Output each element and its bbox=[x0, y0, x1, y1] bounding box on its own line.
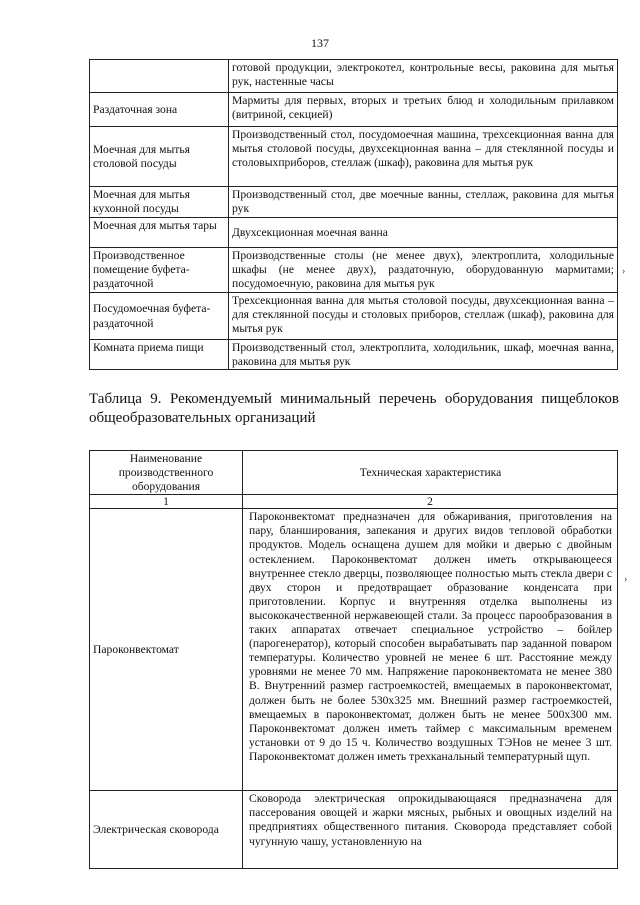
scan-artifact-mark: › bbox=[624, 574, 628, 585]
equipment-description-cell: Мармиты для первых, вторых и третьих блюд и холодильным прилавком (витриной, секцией) bbox=[229, 93, 618, 127]
room-name-cell: Моечная для мытья столовой посуды bbox=[90, 127, 229, 187]
room-name-cell bbox=[90, 60, 229, 93]
column-number-row bbox=[90, 495, 618, 509]
table-row bbox=[90, 93, 618, 127]
table-row bbox=[90, 791, 618, 869]
table-row bbox=[90, 187, 618, 218]
room-name-cell: Посудомоечная буфета-раздаточной bbox=[90, 293, 229, 340]
equipment-table-continued bbox=[89, 59, 618, 370]
table-row bbox=[90, 248, 618, 293]
equipment-name-cell: Электрическая сковорода bbox=[90, 791, 243, 869]
table-row bbox=[90, 127, 618, 187]
equipment-description-cell: Двухсекционная моечная ванна bbox=[229, 218, 618, 248]
table-row bbox=[90, 218, 618, 248]
equipment-table bbox=[89, 450, 618, 869]
room-name-cell: Раздаточная зона bbox=[90, 93, 229, 127]
equipment-description-cell: Производственные столы (не менее двух), электроплита, холодильные шкафы (не менее двух), раздаточную, оборудованную мармитами; посудомоечную, раковина для мытья рук bbox=[229, 248, 618, 293]
room-name-cell: Производственное помещение буфета-раздаточной bbox=[90, 248, 229, 293]
specification-cell: Пароконвектомат предназначен для обжаривания, приготовления на пару, бланширования, запекания и других видов тепловой обработки продуктов. Модель оснащена душем для мойки и дверью с двойным остеклением. Пароконвектомат должен иметь открывающееся внутреннее стекло дверцы, позволяющее полностью мыть стекла двери с двух сторон и предотвращает образование конденсата при приготовлении. Корпус и внутренняя отделка выполнены из высококачественной нержавеющей стали. За процесс парообразования в таких аппаратах отвечает специальное устройство – бойлер (парогенератор), который способен вырабатывать пар заданной поваром температуры. Количество уровней не менее 6 шт. Расстояние между уровнями не менее 70 мм. Напряжение пароконвектомата не менее 380 В. Внутренний размер гастроемкостей, вмещаемых в пароконвектомат, должен быть не более 530х325 мм. Внешний размер гастроемкостей, вмещаемых в пароконвектомат, должен быть не менее 500х300 мм. Пароконвектомат должен иметь таймер с максимальным временем установки от 9 до 15 ч. Количество воздушных ТЭНов не менее 3 шт. Пароконвектомат должен иметь трехканальный температурный щуп. bbox=[243, 509, 618, 791]
equipment-name-cell: Пароконвектомат bbox=[90, 509, 243, 791]
equipment-description-cell: готовой продукции, электрокотел, контрольные весы, раковина для мытья рук, настенные часы bbox=[229, 60, 618, 93]
page-number: 137 bbox=[311, 36, 329, 50]
column-number: 2 bbox=[243, 495, 618, 509]
equipment-description-cell: Производственный стол, две моечные ванны, стеллаж, раковина для мытья рук bbox=[229, 187, 618, 218]
equipment-description-cell: Производственный стол, электроплита, холодильник, шкаф, моечная ванна, раковина для мытья рук bbox=[229, 340, 618, 370]
table-caption: Таблица 9. Рекомендуемый минимальный перечень оборудования пищеблоков общеобразовательных организаций bbox=[89, 391, 619, 426]
scan-artifact-mark: › bbox=[622, 266, 626, 277]
table-row bbox=[90, 293, 618, 340]
column-header-specification: Техническая характеристика bbox=[243, 451, 618, 495]
room-name-cell: Комната приема пищи bbox=[90, 340, 229, 370]
table-row bbox=[90, 509, 618, 791]
room-name-cell: Моечная для мытья кухонной посуды bbox=[90, 187, 229, 218]
column-number: 1 bbox=[90, 495, 243, 509]
table-row bbox=[90, 60, 618, 93]
table-row bbox=[90, 340, 618, 370]
equipment-description-cell: Трехсекционная ванна для мытья столовой посуды, двухсекционная ванна – для стеклянной посуды и столовых приборов, стеллаж (шкаф), раковина для мытья рук bbox=[229, 293, 618, 340]
column-header-equipment: Наименование производственного оборудования bbox=[90, 451, 243, 495]
specification-cell: Сковорода электрическая опрокидывающаяся предназначена для пассерования овощей и жарки мясных, рыбных и овощных изделий на предприятиях общественного питания. Сковорода представляет собой чугунную чашу, установленную на bbox=[243, 791, 618, 869]
room-name-cell: Моечная для мытья тары bbox=[90, 218, 229, 248]
equipment-description-cell: Производственный стол, посудомоечная машина, трехсекционная ванна для мытья столовой посуды, двухсекционная ванна – для стеклянной посуды и столовыхприборов, стеллаж (шкаф), раковина для мытья рук bbox=[229, 127, 618, 187]
table-header-row bbox=[90, 451, 618, 495]
